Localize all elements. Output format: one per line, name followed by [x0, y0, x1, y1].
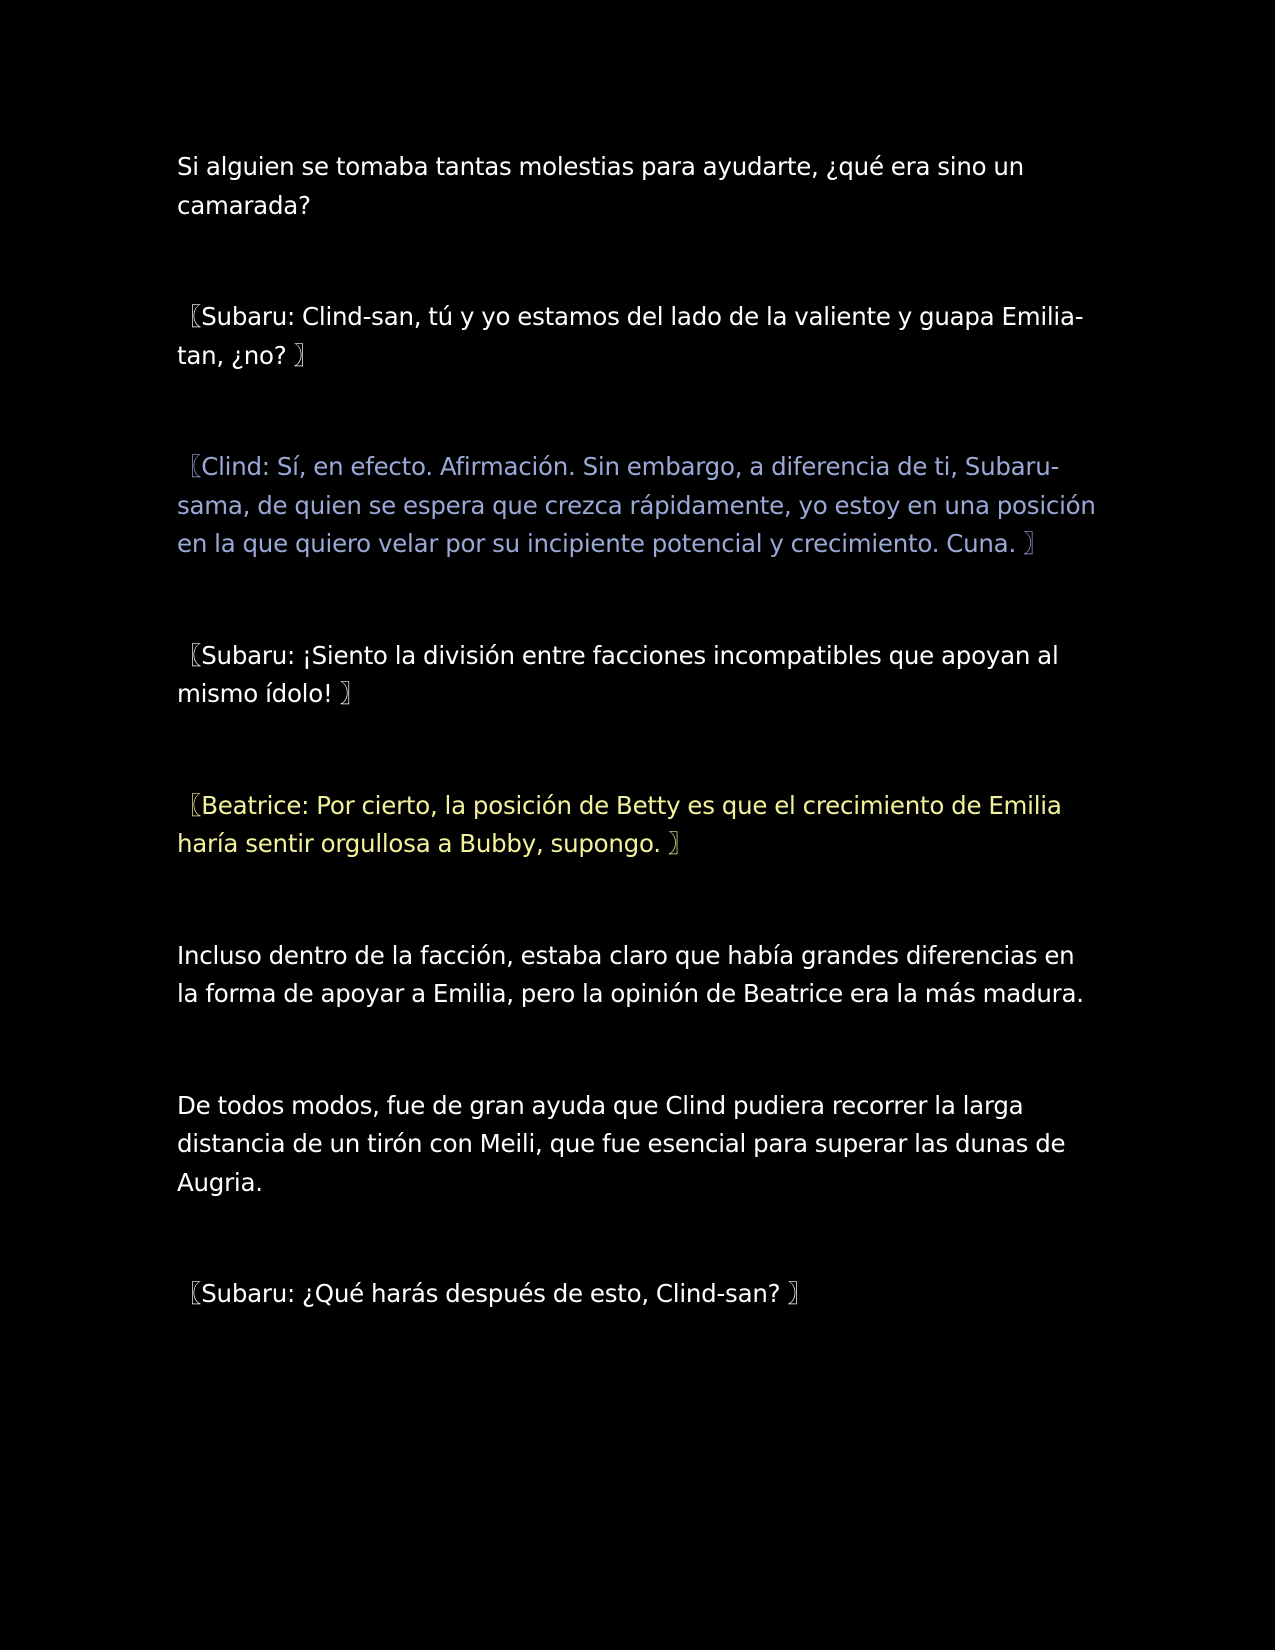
- dialogue-subaru: 〖Subaru: Clind-san, tú y yo estamos del lado de la valiente y guapa Emilia-tan, ¿no? 〗: [177, 302, 1084, 370]
- narration-paragraph: De todos modos, fue de gran ayuda que Clind pudiera recorrer la larga distancia de un tirón con Meili, que fue esencial para superar las dunas de Augria.: [177, 1090, 1066, 1197]
- dialogue-subaru: 〖Subaru: ¿Qué harás después de esto, Clind-san? 〗: [177, 1279, 812, 1308]
- dialogue-beatrice: 〖Beatrice: Por cierto, la posición de Betty es que el crecimiento de Emilia haría sentir orgullosa a Bubby, supongo. 〗: [177, 790, 1062, 858]
- narration-paragraph: Si alguien se tomaba tantas molestias para ayudarte, ¿qué era sino un camarada?: [177, 152, 1024, 220]
- document-body: [177, 148, 1097, 1314]
- narration-paragraph: Incluso dentro de la facción, estaba claro que había grandes diferencias en la forma de apoyar a Emilia, pero la opinión de Beatrice era la más madura.: [177, 940, 1084, 1008]
- dialogue-clind: 〖Clind: Sí, en efecto. Afirmación. Sin embargo, a diferencia de ti, Subaru-sama, de quien se espera que crezca rápidamente, yo estoy en una posición en la que quiero velar por su incipiente potencial y crecimiento. Cuna. 〗: [177, 452, 1096, 558]
- dialogue-subaru: 〖Subaru: ¡Siento la división entre facciones incompatibles que apoyan al mismo ídolo! 〗: [177, 640, 1059, 708]
